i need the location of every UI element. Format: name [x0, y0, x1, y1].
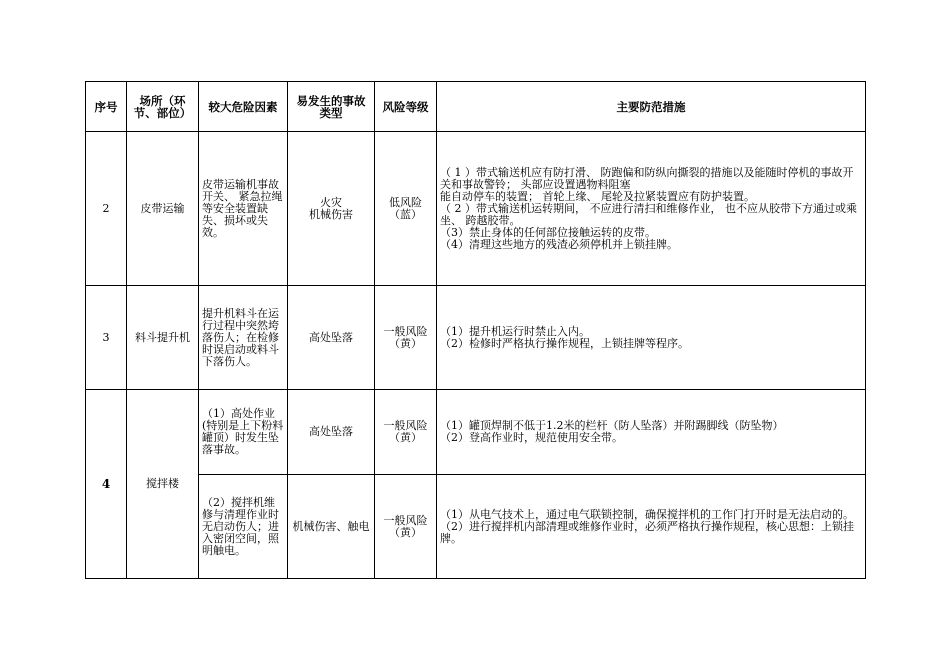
measure-line: （ 2 ）带式输送机运转期间， 不应进行清扫和维修作业， 也不应从胶带下方通过或乘坐、 跨越胶带。 [440, 201, 857, 227]
table-row [86, 475, 866, 579]
header-no: 序号 [86, 82, 127, 132]
row-accident-type: 高处坠落 [288, 390, 375, 475]
header-risk-level: 风险等级 [375, 82, 437, 132]
header-hazard: 较大危险因素 [199, 82, 288, 132]
row-no: 2 [86, 132, 127, 286]
table-row [86, 286, 866, 390]
row-risk-level: 一般风险（黄） [375, 286, 437, 390]
row-measures [437, 132, 866, 286]
row-risk-level: 一般风险（黄） [375, 390, 437, 475]
measure-line: （1）提升机运行时禁止入内。 [440, 324, 590, 338]
measure-line: （2）登高作业时，规范使用安全带。 [440, 431, 623, 444]
header-accident-type: 易发生的事故类型 [288, 82, 375, 132]
measure-line: （ 1 ）带式输送机应有防打滑、 防跑偏和防纵向撕裂的措施以及能随时停机的事故开关和事故警铃； 头部应设置遇物料阻塞 [440, 165, 854, 191]
row-hazard: 皮带运输机事故开关、 紧急拉绳等安全装置缺失、损坏或失效。 [199, 132, 288, 286]
measure-line: （1）罐顶焊制不低于1.2米的栏杆（防人坠落）并附踢脚线（防坠物） [440, 419, 784, 432]
row-accident-type: 高处坠落 [288, 286, 375, 390]
header-place: 场所（环节、部位） [127, 82, 199, 132]
measure-line: 能自动停车的装置； 首轮上缘、 尾轮及拉紧装置应有防护装置。 [440, 189, 755, 203]
measure-line: （2）进行搅拌机内部清理或维修作业时，必须严格执行操作规程，核心思想：上锁挂牌。 [440, 519, 854, 545]
row-place: 搅拌楼 [127, 390, 199, 579]
accident-line: 火灾 [320, 195, 342, 209]
risk-table [85, 81, 866, 579]
row-accident-type [288, 132, 375, 286]
row-measures [437, 390, 866, 475]
table-row [86, 390, 866, 475]
measure-line: （2）检修时严格执行操作规程，上锁挂牌等程序。 [440, 336, 689, 350]
row-risk-level: 低风险（蓝） [375, 132, 437, 286]
accident-line: 机械伤害 [309, 207, 353, 221]
row-place: 皮带运输 [127, 132, 199, 286]
header-measures: 主要防范措施 [437, 82, 866, 132]
row-risk-level: 一般风险（黄） [375, 475, 437, 579]
row-place: 料斗提升机 [127, 286, 199, 390]
measure-line: （3）禁止身体的任何部位接触运转的皮带。 [440, 225, 656, 239]
measure-line: （4）清理这些地方的残渣必须停机并上锁挂牌。 [440, 237, 678, 251]
header-row [86, 82, 866, 132]
row-hazard: （2）搅拌机维修与清理作业时无启动伤人；进入密闭空间，照明触电。 [199, 475, 288, 579]
measure-line: （1）从电气技术上，通过电气联锁控制，确保搅拌机的工作门打开时是无法启动的。 [440, 507, 854, 521]
row-no: 3 [86, 286, 127, 390]
row-measures [437, 286, 866, 390]
row-accident-type: 机械伤害、触电 [288, 475, 375, 579]
row-hazard: 提升机料斗在运行过程中突然垮落伤人；在检修时误启动或料斗下落伤人。 [199, 286, 288, 390]
row-measures [437, 475, 866, 579]
row-no: 4 [86, 390, 127, 579]
row-hazard: （1）高处作业(特别是上下粉料罐顶）时发生坠落事故。 [199, 390, 288, 475]
table-row [86, 132, 866, 286]
